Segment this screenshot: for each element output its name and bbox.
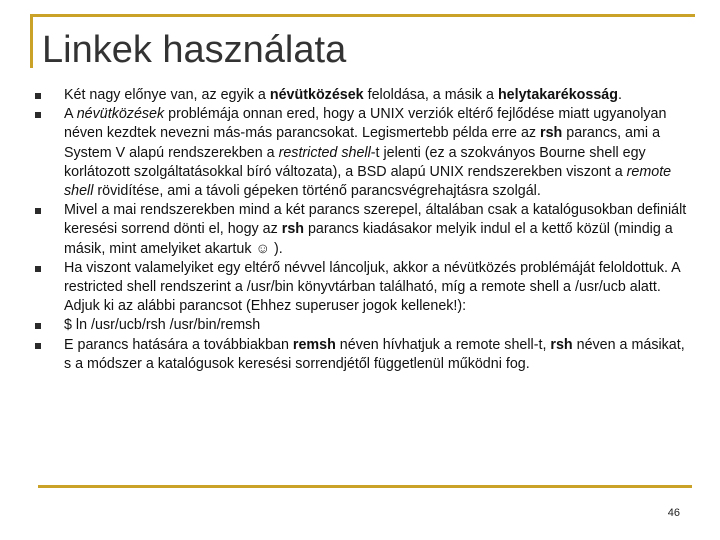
bullet-text xyxy=(64,202,686,256)
title-frame-left-line xyxy=(30,14,33,68)
bullet-item xyxy=(34,259,694,317)
square-bullet-icon xyxy=(35,323,41,329)
bullet-item xyxy=(34,201,694,259)
text-run: néven a másikat, s a módszer a katalógusok keresési sorrendjétől függetlenül működni fog. xyxy=(64,336,685,372)
text-run: problémája onnan ered, hogy a UNIX verziók eltérő fejlődése miatt ugyanolyan néven kezdtek nevezni más-más parancsokat. Legismertebb példa erre az xyxy=(64,106,667,142)
bullet-item xyxy=(34,86,694,105)
text-run: -t jelenti (ez a szokványos Bourne shell egy korlátozott szolgáltatásokkal bíró változata), a BSD alapú UNIX rendszerekben viszont a xyxy=(64,144,646,180)
bullet-item xyxy=(34,105,694,201)
italic-term: restricted shell xyxy=(278,144,371,161)
text-run: . xyxy=(617,87,622,103)
italic-term: remote shell xyxy=(64,163,672,200)
bullet-item xyxy=(34,316,694,335)
bullet-text xyxy=(64,317,260,333)
italic-term: névütközések xyxy=(76,106,165,123)
text-run: A xyxy=(64,106,77,123)
bold-term: rsh xyxy=(550,336,573,353)
square-bullet-icon xyxy=(35,343,41,349)
text-run: feloldása, a másik a xyxy=(363,87,498,103)
square-bullet-icon xyxy=(35,112,41,118)
bullet-text xyxy=(64,260,680,314)
square-bullet-icon xyxy=(35,266,41,272)
text-run: Mivel a mai rendszerekben mind a két parancs szerepel, általában csak a katalógusokban definiált keresési sorrend dönti el, hogy az xyxy=(64,202,687,238)
footer-divider-line xyxy=(38,485,692,488)
bullet-text xyxy=(64,337,685,372)
text-run: rövidítése, ami a távoli gépeken történő parancsvégrehajtásra szolgál. xyxy=(93,183,541,200)
square-bullet-icon xyxy=(35,208,41,214)
bullet-text xyxy=(64,87,622,103)
bullet-list xyxy=(34,86,694,374)
bullet-item xyxy=(34,336,694,374)
bullet-text xyxy=(64,106,671,199)
text-run: $ ln /usr/ucb/rsh /usr/bin/remsh xyxy=(64,317,261,334)
text-run: E parancs hatására a továbbiakban xyxy=(64,336,293,353)
bold-term: remsh xyxy=(292,336,336,353)
bold-term: rsh xyxy=(281,221,304,238)
bold-term: helytakarékosság xyxy=(497,87,618,103)
text-run: parancs kiadásakor melyik indul el a kettő közül (mindig a másik, mint amelyiket akartuk ☺ ). xyxy=(64,221,673,257)
bold-term: rsh xyxy=(540,125,563,142)
text-run: Ha viszont valamelyiket egy eltérő névvel láncoljuk, akkor a névütközés problémáját feloldottuk. A restricted shell rendszerint a /usr/bin könyvtárban található, míg a remote shell a /usr/ucb alatt. Adjuk ki az alábbi parancsot (Ehhez superuser jogok kellenek!): xyxy=(64,259,680,315)
square-bullet-icon xyxy=(35,93,41,99)
text-run: néven hívhatjuk a remote shell-t, xyxy=(335,336,551,353)
text-run: Két nagy előnye van, az egyik a xyxy=(64,87,270,103)
slide-title: Linkek használata xyxy=(42,29,347,71)
bold-term: névütközések xyxy=(269,87,364,103)
title-frame-top-line xyxy=(30,14,695,17)
text-run: parancs, ami a System V alapú rendszerekben a xyxy=(64,125,661,161)
page-number: 46 xyxy=(667,507,680,519)
